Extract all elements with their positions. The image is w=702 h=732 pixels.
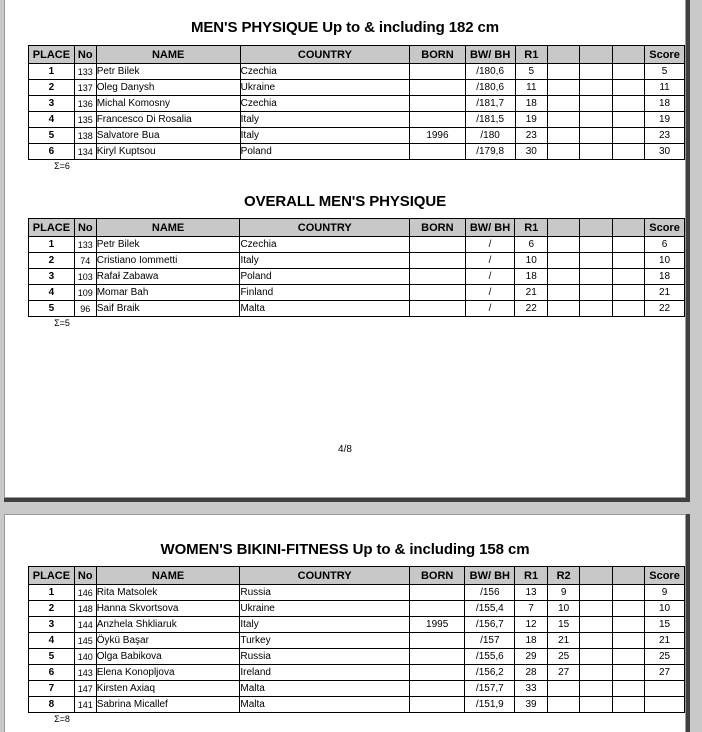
col-header-bwbh: BW/ BH xyxy=(465,46,515,64)
cell-r1: 18 xyxy=(515,633,548,649)
section-title-mens-physique-182: MEN'S PHYSIQUE Up to & including 182 cm xyxy=(190,19,500,36)
cell-bwbh: /180 xyxy=(465,128,515,144)
col-header-bwbh: BW/ BH xyxy=(465,219,515,237)
cell-name: Sabrina Micallef xyxy=(96,697,240,713)
cell-born xyxy=(410,285,466,301)
cell-score: 10 xyxy=(645,253,685,269)
cell-no: 140 xyxy=(74,649,96,665)
cell-blank-1 xyxy=(548,112,580,128)
cell-blank-2 xyxy=(580,128,612,144)
cell-blank-3 xyxy=(612,681,644,697)
results-table-overall-mens-physique-wrapper xyxy=(28,218,685,328)
col-header-blank-3 xyxy=(612,219,644,237)
cell-place: 1 xyxy=(29,64,75,80)
col-header-name: NAME xyxy=(96,46,240,64)
cell-name: Olga Babikova xyxy=(96,649,240,665)
cell-country: Italy xyxy=(240,128,410,144)
col-header-blank-2 xyxy=(580,219,612,237)
section-title-womens-bikini-fitness-158: WOMEN'S BIKINI-FITNESS Up to & including 158 cm xyxy=(160,541,530,558)
cell-score: 6 xyxy=(645,237,685,253)
cell-born xyxy=(410,237,466,253)
table-sum-womens-bikini-fitness-158: Σ=8 xyxy=(54,714,70,724)
cell-bwbh: /155,4 xyxy=(465,601,515,617)
table-body-mens-physique-182 xyxy=(29,64,685,160)
cell-born: 1996 xyxy=(410,128,466,144)
cell-place: 6 xyxy=(29,144,75,160)
section-title-overall-mens-physique: OVERALL MEN'S PHYSIQUE xyxy=(244,193,446,210)
cell-r2: 21 xyxy=(547,633,580,649)
cell-place: 2 xyxy=(29,80,75,96)
results-table-mens-physique-182-wrapper xyxy=(28,45,685,171)
cell-place: 5 xyxy=(29,301,75,317)
col-header-r1: R1 xyxy=(515,567,548,585)
col-header-blank-3 xyxy=(612,46,644,64)
cell-born xyxy=(410,80,466,96)
cell-place: 7 xyxy=(29,681,75,697)
cell-score xyxy=(645,697,685,713)
cell-blank-3 xyxy=(612,237,644,253)
cell-born xyxy=(409,697,465,713)
table-row xyxy=(29,633,685,649)
cell-place: 5 xyxy=(29,128,75,144)
cell-blank-2 xyxy=(580,96,612,112)
table-row xyxy=(29,144,685,160)
cell-r1: 11 xyxy=(515,80,548,96)
cell-country: Ireland xyxy=(240,665,410,681)
cell-r1: 5 xyxy=(515,64,548,80)
cell-country: Turkey xyxy=(240,633,410,649)
cell-place: 4 xyxy=(29,285,75,301)
cell-score: 23 xyxy=(645,128,685,144)
cell-blank-3 xyxy=(612,96,644,112)
cell-no: 133 xyxy=(74,64,96,80)
cell-score: 21 xyxy=(645,285,685,301)
table-row xyxy=(29,112,685,128)
cell-blank-2 xyxy=(580,617,612,633)
cell-blank-3 xyxy=(612,301,644,317)
cell-blank-2 xyxy=(580,649,612,665)
cell-no: 134 xyxy=(74,144,96,160)
cell-score: 18 xyxy=(645,269,685,285)
cell-bwbh: / xyxy=(465,253,515,269)
cell-no: 135 xyxy=(74,112,96,128)
cell-r1: 19 xyxy=(515,112,548,128)
page-number: 4/8 xyxy=(338,444,352,455)
cell-r1: 22 xyxy=(515,301,548,317)
cell-country: Malta xyxy=(240,697,410,713)
cell-score: 19 xyxy=(645,112,685,128)
cell-blank-3 xyxy=(612,633,644,649)
cell-no: 144 xyxy=(74,617,96,633)
cell-r1: 30 xyxy=(515,144,548,160)
cell-country: Malta xyxy=(240,301,410,317)
col-header-name: NAME xyxy=(96,219,240,237)
cell-name: Petr Bilek xyxy=(96,64,240,80)
col-header-r1: R1 xyxy=(515,46,548,64)
cell-place: 4 xyxy=(29,633,75,649)
col-header-born: BORN xyxy=(409,567,465,585)
cell-r1: 39 xyxy=(515,697,548,713)
col-header-blank-1 xyxy=(548,219,580,237)
cell-name: Oleg Danysh xyxy=(96,80,240,96)
cell-score: 10 xyxy=(645,601,685,617)
cell-blank-3 xyxy=(612,80,644,96)
cell-r1: 7 xyxy=(515,601,548,617)
col-header-score: Score xyxy=(645,567,685,585)
cell-place: 5 xyxy=(29,649,75,665)
cell-born xyxy=(410,301,466,317)
cell-blank-3 xyxy=(612,269,644,285)
results-table-womens-bikini-fitness-158 xyxy=(28,566,685,713)
cell-born xyxy=(410,112,466,128)
results-table-overall-mens-physique xyxy=(28,218,685,317)
results-table-womens-bikini-fitness-158-wrapper xyxy=(28,566,685,724)
cell-blank-2 xyxy=(580,633,612,649)
cell-born xyxy=(409,601,465,617)
cell-score: 22 xyxy=(645,301,685,317)
cell-r1: 18 xyxy=(515,269,548,285)
cell-bwbh: / xyxy=(465,269,515,285)
table-row xyxy=(29,285,685,301)
cell-no: 137 xyxy=(74,80,96,96)
cell-blank-2 xyxy=(580,601,612,617)
cell-name: Anzhela Shkliaruk xyxy=(96,617,240,633)
table-header-row xyxy=(29,219,685,237)
table-body-womens-bikini-fitness-158 xyxy=(29,585,685,713)
cell-r1: 6 xyxy=(515,237,548,253)
col-header-place: PLACE xyxy=(29,46,75,64)
table-row xyxy=(29,269,685,285)
cell-bwbh: / xyxy=(465,237,515,253)
cell-born xyxy=(409,665,465,681)
col-header-score: Score xyxy=(645,219,685,237)
cell-country: Poland xyxy=(240,269,410,285)
cell-bwbh: / xyxy=(465,285,515,301)
cell-bwbh: /155,6 xyxy=(465,649,515,665)
cell-country: Ukraine xyxy=(240,80,410,96)
cell-blank-3 xyxy=(612,665,644,681)
cell-r1: 12 xyxy=(515,617,548,633)
cell-blank-3 xyxy=(612,253,644,269)
cell-blank-3 xyxy=(612,601,644,617)
cell-no: 96 xyxy=(74,301,96,317)
table-row xyxy=(29,80,685,96)
cell-score: 5 xyxy=(645,64,685,80)
table-row xyxy=(29,617,685,633)
cell-name: Francesco Di Rosalia xyxy=(96,112,240,128)
cell-name: Elena Konopljova xyxy=(96,665,240,681)
cell-blank-3 xyxy=(612,285,644,301)
cell-r2: 25 xyxy=(547,649,580,665)
document-page-4 xyxy=(4,0,686,498)
cell-r2: 15 xyxy=(547,617,580,633)
cell-place: 4 xyxy=(29,112,75,128)
table-row xyxy=(29,237,685,253)
col-header-no: No xyxy=(74,46,96,64)
cell-blank-2 xyxy=(580,112,612,128)
cell-country: Finland xyxy=(240,285,410,301)
cell-blank-2 xyxy=(580,237,612,253)
cell-born xyxy=(409,649,465,665)
cell-bwbh: / xyxy=(465,301,515,317)
cell-no: 145 xyxy=(74,633,96,649)
cell-r1: 29 xyxy=(515,649,548,665)
cell-place: 3 xyxy=(29,617,75,633)
cell-bwbh: /180,6 xyxy=(465,80,515,96)
cell-blank-1 xyxy=(548,80,580,96)
cell-country: Ukraine xyxy=(240,601,410,617)
table-sum-overall-mens-physique: Σ=5 xyxy=(54,318,70,328)
cell-blank-1 xyxy=(548,253,580,269)
table-header-row xyxy=(29,567,685,585)
cell-name: Michal Komosny xyxy=(96,96,240,112)
cell-country: Italy xyxy=(240,253,410,269)
cell-blank-2 xyxy=(580,301,612,317)
cell-blank-1 xyxy=(548,64,580,80)
cell-place: 2 xyxy=(29,601,75,617)
cell-blank-1 xyxy=(548,269,580,285)
cell-no: 133 xyxy=(74,237,96,253)
cell-r2 xyxy=(547,681,580,697)
cell-name: Öykü Başar xyxy=(96,633,240,649)
table-row xyxy=(29,96,685,112)
cell-place: 2 xyxy=(29,253,75,269)
col-header-country: COUNTRY xyxy=(240,567,410,585)
cell-score: 18 xyxy=(645,96,685,112)
cell-country: Czechia xyxy=(240,64,410,80)
cell-no: 146 xyxy=(74,585,96,601)
col-header-bwbh: BW/ BH xyxy=(465,567,515,585)
table-row xyxy=(29,649,685,665)
col-header-blank-2 xyxy=(580,46,612,64)
col-header-no: No xyxy=(74,219,96,237)
cell-place: 3 xyxy=(29,269,75,285)
cell-blank-3 xyxy=(612,128,644,144)
cell-bwbh: /179,8 xyxy=(465,144,515,160)
cell-blank-2 xyxy=(580,285,612,301)
cell-bwbh: /181,7 xyxy=(465,96,515,112)
table-row xyxy=(29,64,685,80)
table-row xyxy=(29,601,685,617)
cell-born xyxy=(410,96,466,112)
cell-bwbh: /181,5 xyxy=(465,112,515,128)
cell-blank-3 xyxy=(612,112,644,128)
cell-blank-3 xyxy=(612,585,644,601)
col-header-born: BORN xyxy=(410,219,466,237)
table-row xyxy=(29,301,685,317)
cell-name: Hanna Skvortsova xyxy=(96,601,240,617)
cell-blank-1 xyxy=(548,285,580,301)
cell-country: Malta xyxy=(240,681,410,697)
cell-no: 143 xyxy=(74,665,96,681)
cell-score: 11 xyxy=(645,80,685,96)
cell-place: 1 xyxy=(29,237,75,253)
cell-score: 30 xyxy=(645,144,685,160)
cell-r1: 33 xyxy=(515,681,548,697)
cell-country: Italy xyxy=(240,112,410,128)
table-body-overall-mens-physique xyxy=(29,237,685,317)
cell-name: Kirsten Axiaq xyxy=(96,681,240,697)
cell-blank-2 xyxy=(580,253,612,269)
cell-no: 138 xyxy=(74,128,96,144)
cell-place: 3 xyxy=(29,96,75,112)
cell-born: 1995 xyxy=(409,617,465,633)
cell-score xyxy=(645,681,685,697)
cell-name: Rita Matsolek xyxy=(96,585,240,601)
cell-score: 15 xyxy=(645,617,685,633)
cell-r1: 21 xyxy=(515,285,548,301)
cell-country: Czechia xyxy=(240,237,410,253)
col-header-place: PLACE xyxy=(29,219,75,237)
cell-r1: 18 xyxy=(515,96,548,112)
col-header-r2: R2 xyxy=(547,567,580,585)
col-header-no: No xyxy=(74,567,96,585)
cell-country: Russia xyxy=(240,585,410,601)
cell-bwbh: /180,6 xyxy=(465,64,515,80)
document-page-5 xyxy=(4,514,686,732)
col-header-name: NAME xyxy=(96,567,240,585)
cell-country: Italy xyxy=(240,617,410,633)
results-table-mens-physique-182 xyxy=(28,45,685,160)
cell-r2 xyxy=(547,697,580,713)
cell-blank-2 xyxy=(580,697,612,713)
cell-name: Petr Bilek xyxy=(96,237,240,253)
cell-score: 27 xyxy=(645,665,685,681)
cell-bwbh: /151,9 xyxy=(465,697,515,713)
cell-r2: 10 xyxy=(547,601,580,617)
cell-r2: 27 xyxy=(547,665,580,681)
table-row xyxy=(29,128,685,144)
cell-blank-1 xyxy=(548,301,580,317)
cell-blank-1 xyxy=(548,144,580,160)
cell-place: 8 xyxy=(29,697,75,713)
cell-r1: 10 xyxy=(515,253,548,269)
cell-born xyxy=(410,269,466,285)
col-header-score: Score xyxy=(645,46,685,64)
cell-score: 21 xyxy=(645,633,685,649)
cell-blank-3 xyxy=(612,649,644,665)
cell-place: 1 xyxy=(29,585,75,601)
cell-country: Czechia xyxy=(240,96,410,112)
cell-no: 148 xyxy=(74,601,96,617)
cell-bwbh: /157 xyxy=(465,633,515,649)
cell-bwbh: /156,2 xyxy=(465,665,515,681)
cell-name: Cristiano Iommetti xyxy=(96,253,240,269)
table-row xyxy=(29,697,685,713)
cell-born xyxy=(409,633,465,649)
table-row xyxy=(29,665,685,681)
cell-blank-1 xyxy=(548,128,580,144)
cell-blank-2 xyxy=(580,144,612,160)
cell-name: Kiryl Kuptsou xyxy=(96,144,240,160)
cell-name: Momar Bah xyxy=(96,285,240,301)
cell-country: Russia xyxy=(240,649,410,665)
col-header-r1: R1 xyxy=(515,219,548,237)
col-header-blank-1 xyxy=(548,46,580,64)
cell-no: 136 xyxy=(74,96,96,112)
col-header-country: COUNTRY xyxy=(240,46,410,64)
cell-name: Saif Braik xyxy=(96,301,240,317)
table-row xyxy=(29,681,685,697)
cell-place: 6 xyxy=(29,665,75,681)
cell-bwbh: /156,7 xyxy=(465,617,515,633)
cell-blank-2 xyxy=(580,80,612,96)
cell-bwbh: /156 xyxy=(465,585,515,601)
cell-born xyxy=(409,681,465,697)
cell-born xyxy=(410,253,466,269)
cell-blank-1 xyxy=(548,237,580,253)
col-header-blank-3 xyxy=(612,567,644,585)
cell-blank-2 xyxy=(580,269,612,285)
cell-name: Salvatore Bua xyxy=(96,128,240,144)
col-header-blank-2 xyxy=(580,567,612,585)
cell-blank-2 xyxy=(580,681,612,697)
cell-score: 25 xyxy=(645,649,685,665)
cell-no: 141 xyxy=(74,697,96,713)
cell-blank-3 xyxy=(612,64,644,80)
cell-blank-3 xyxy=(612,144,644,160)
cell-blank-3 xyxy=(612,617,644,633)
cell-no: 109 xyxy=(74,285,96,301)
table-header-row xyxy=(29,46,685,64)
cell-no: 147 xyxy=(74,681,96,697)
cell-blank-3 xyxy=(612,697,644,713)
cell-blank-2 xyxy=(580,665,612,681)
cell-blank-2 xyxy=(580,64,612,80)
cell-born xyxy=(410,64,466,80)
col-header-born: BORN xyxy=(410,46,466,64)
cell-score: 9 xyxy=(645,585,685,601)
cell-r1: 23 xyxy=(515,128,548,144)
cell-born xyxy=(410,144,466,160)
cell-name: Rafał Zabawa xyxy=(96,269,240,285)
cell-country: Poland xyxy=(240,144,410,160)
cell-r1: 13 xyxy=(515,585,548,601)
col-header-place: PLACE xyxy=(29,567,75,585)
table-row xyxy=(29,585,685,601)
col-header-country: COUNTRY xyxy=(240,219,410,237)
table-sum-mens-physique-182: Σ=6 xyxy=(54,161,70,171)
cell-blank-2 xyxy=(580,585,612,601)
cell-bwbh: /157,7 xyxy=(465,681,515,697)
cell-r1: 28 xyxy=(515,665,548,681)
cell-no: 103 xyxy=(74,269,96,285)
cell-born xyxy=(409,585,465,601)
cell-blank-1 xyxy=(548,96,580,112)
cell-r2: 9 xyxy=(547,585,580,601)
table-row xyxy=(29,253,685,269)
cell-no: 74 xyxy=(74,253,96,269)
